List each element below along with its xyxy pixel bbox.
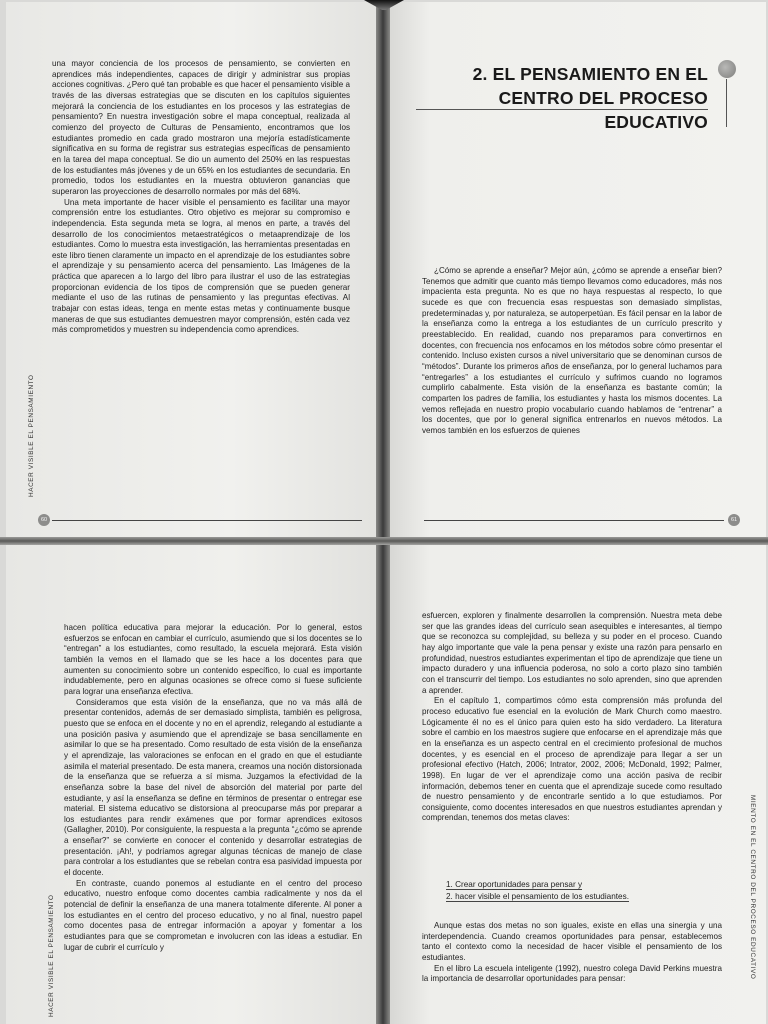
list-item: 1. Crear oportunidades para pensar y (446, 880, 583, 889)
chapter-marker-icon (718, 60, 736, 78)
key-goals-list (446, 879, 716, 903)
page-number: 61 (728, 514, 740, 526)
page-number: 60 (38, 514, 50, 526)
paragraph: esfuercen, exploren y finalmente desarrollen la comprensión. Nuestra meta debe ser que las grandes ideas del currículo sean asequibles e interesantes, al tiempo que se reconozca su complejidad, su belleza y su poder en el proceso. Cuando hay algo importante que vale la pena pensar y existe una razón para pensarlo en profundidad, nuestros estudiantes experimentan el tipo de aprendizaje que tiene un impacto duradero y una influencia poderosa, no solo a corto plazo sino también con el transcurrir del tiempo. Los estudiantes no solo aprenden, sino que aprenden a aprender. (422, 611, 722, 695)
paragraph: ¿Cómo se aprende a enseñar? Mejor aún, ¿cómo se aprende a enseñar bien? Tenemos que admitir que cuanto más tiempo llevamos como educadores, más nos impacienta esta pregunta. No es que no haya respuestas al respecto, lo que sucede es que con frecuencia esas respuestas son demasiado simplistas, predeterminadas y, por naturaleza, se autoperpetúan. Es fácil pensar en la labor de la enseñanza como la entrega a los estudiantes de un currículo prescrito y preestablecido. En realidad, cuando nos preparamos para convertirnos en docentes, con frecuencia nos enfocamos en los métodos sobre cómo presentar el contenido. Incluso existen cursos a nivel universitario que se denominan cursos de “métodos”. Durante los primeros años de enseñanza, por lo general luchamos para “entregarles” a los estudiantes el currículo y sufrimos cuando no logramos cumplirlo cabalmente. Esta visión de la enseñanza es bastante común; la comparten los padres de familia, los estudiantes y hasta los mismos docentes. La vemos reflejada en nuestro propio vocabulario cuando hablamos de “entrenar” a los docentes, que por lo general significa entrenarlos en nuevos métodos. La vemos también en los esfuerzos de quienes (422, 266, 722, 435)
paragraph: En contraste, cuando ponemos al estudiante en el centro del proceso educativo, nuestro enfoque como docentes cambia radicalmente y nos da el potencial de definir la enseñanza de una manera totalmente diferente. Al poner a los estudiantes en el centro del proceso educativo, y no al final, nuestro papel como docentes pasa de entregar información a apoyar y fomentar a los estudiantes para que se comprometan e involucren con las ideas a estudiar. En lugar de cubrir el currículo y (64, 878, 362, 952)
paragraph: Consideramos que esta visión de la enseñanza, que no va más allá de presentar contenidos, además de ser demasiado simplista, también es peligrosa, puesto que se enfoca en el docente y no en el aprendiz, relegando al estudiante a una posición pasiva y asumiendo que el aprendizaje se basa sencillamente en asimilar lo que se ha presentado. Como resultado de esta visión de la enseñanza y el aprendizaje, las valoraciones se enfocan en el grado en que el estudiante asimila el material presentado. De esta manera, creamos una noción distorsionada de la enseñanza que se refuerza a sí misma. Juzgamos la efectividad de la enseñanza sobre la base del nivel de absorción del material por parte del estudiante, y así la enseñanza se define en términos de presentar o entregar ese material. El sistema educativo se distorsiona al preocuparse más por preparar a los estudiantes para rendir exámenes que por formar aprendices exitosos (Gallagher, 2010). Por consiguiente, la respuesta a la pregunta “¿cómo se aprende a enseñar?” se convierte en conocer el contenido y desarrollar estrategias de presentación. ¡Ah!, y podríamos agregar algunas técnicas de manejo de clase para controlar a los estudiantes que se rebelan contra esa pasividad impuesta por el docente. (64, 697, 362, 878)
page-60 (6, 2, 382, 537)
footer-rule (424, 520, 724, 521)
paragraph: hacen política educativa para mejorar la educación. Por lo general, estos esfuerzos se enfocan en cambiar el currículo, asumiendo que si los docentes se lo “entregan” a los estudiantes, como resultado, la escuela mejorará. Esta visión también la vemos en el llamado que se les hace a los docentes para que aumenten su conocimiento sobre un contenido específico, lo cual es importante indudablemente, pero en algunas ocasiones se ofrece como si fuese suficiente para lograr una enseñanza efectiva. (64, 623, 362, 696)
page-62 (6, 545, 382, 1024)
book-spine-shadow (376, 0, 390, 540)
page-63 (384, 545, 766, 1024)
chapter-title-line: 2. EL PENSAMIENTO EN EL (472, 64, 708, 84)
page-61 (384, 2, 766, 537)
paragraph: En el capítulo 1, compartimos cómo esta comprensión más profunda del proceso educativo fue esencial en la evolución de Mark Church como maestro. Lógicamente él no es el único para quien esto ha sido verdadero. La literatura sobre el cambio en los maestros sugiere que enfocarse en el aprendizaje más que en la enseñanza es un aspecto central en el crecimiento profesional de muchos docentes, y es esencial en el proceso de aprendizaje para llegar a ser un profesional efectivo (Hatch, 2006; Intrator, 2002, 2006; McDonald, 1992; Palmer, 1998). En lugar de ver el aprendizaje como una acción pasiva de recibir información, debemos tener en cuenta que el aprendizaje sucede como resultado de nuestro pensamiento y de encontrarle sentido a lo que estudiamos. Por consiguiente, como docentes interesados en que nuestros estudiantes aprendan y comprendan, tenemos dos metas claves: (422, 696, 722, 823)
paragraph: Aunque estas dos metas no son iguales, existe en ellas una sinergia y una interdependencia. Cuando creamos oportunidades para pensar, establecemos tanto el contexto como la necesidad de hacer visible el pensamiento de los estudiantes. (422, 921, 722, 962)
chapter-title-line: CENTRO DEL PROCESO EDUCATIVO (498, 88, 708, 132)
text-column (64, 623, 362, 953)
footer-rule (52, 520, 362, 521)
text-column (422, 266, 722, 437)
title-rule (416, 109, 708, 110)
scan-divider (0, 537, 768, 545)
text-column (422, 611, 722, 824)
running-head: HACER VISIBLE EL PENSAMIENTO (28, 374, 35, 497)
running-head: MIENTO EN EL CENTRO DEL PROCESO EDUCATIVO (749, 795, 756, 980)
title-rule (726, 79, 727, 127)
paragraph: Una meta importante de hacer visible el pensamiento es facilitar una mayor comprensión entre los estudiantes. Otro objetivo es mejorar su compromiso e independencia. Esta segunda meta se logra, al menos en parte, a través del desarrollo de los conocimientos metaestratégicos o metaaprendizaje de los estudiantes. Como lo muestra esta investigación, las herramientas presentadas en este libro tienen claramente un impacto en el aprendizaje de los estudiantes sobre el aprendizaje y su pensamiento acerca del pensamiento. Las Imágenes de la práctica que aparecen a lo largo del libro para ilustrar el uso de las estrategias proporcionan evidencia de los tipos de comprensión que se pueden generar mediante el uso de las rutinas de pensamiento y las preguntas efectivas. Al trabajar con estas ideas, tenga en mente estas metas y continuamente busque maneras de que sus estudiantes demuestren mayor comprensión, estén cada vez más comprometidos y muestren su independencia como aprendices. (52, 197, 350, 335)
text-column (52, 59, 350, 336)
list-item: 2. hacer visible el pensamiento de los estudiantes. (446, 892, 629, 901)
paragraph: En el libro La escuela inteligente (1992), nuestro colega David Perkins muestra la importancia de desarrollar oportunidades para pensar: (422, 963, 722, 984)
running-head: HACER VISIBLE EL PENSAMIENTO (48, 894, 55, 1017)
text-column (422, 921, 722, 985)
chapter-title (416, 62, 708, 134)
book-spine-shadow (376, 542, 390, 1024)
paragraph: una mayor conciencia de los procesos de pensamiento, se convierten en aprendices más independientes, capaces de dirigir y administrar sus propias acciones cognitivas. ¿Pero qué tan probable es que hacer el pensamiento visible a través de las diversas estrategias que se discuten en los capítulos siguientes mejorará la conciencia de los estudiantes en los procesos y las estrategias de pensamiento? En nuestra investigación sobre el mapa conceptual, realizada al comienzo del proyecto de Culturas de Pensamiento, encontramos que los estudiantes promedio en cada grado mostraron una mejoría estadísticamente significativa en su forma de registrar sus estrategias específicas de pensamiento en la tarea del mapa conceptual. Se dio un aumento del 250% en las respuestas de los estudiantes más jóvenes y de un 65% en los estudiantes de secundaria. En promedio, todos los estudiantes en la muestra obtuvieron ganancias que superaron las proyecciones de desarrollo normales por más del 68%. (52, 59, 350, 196)
